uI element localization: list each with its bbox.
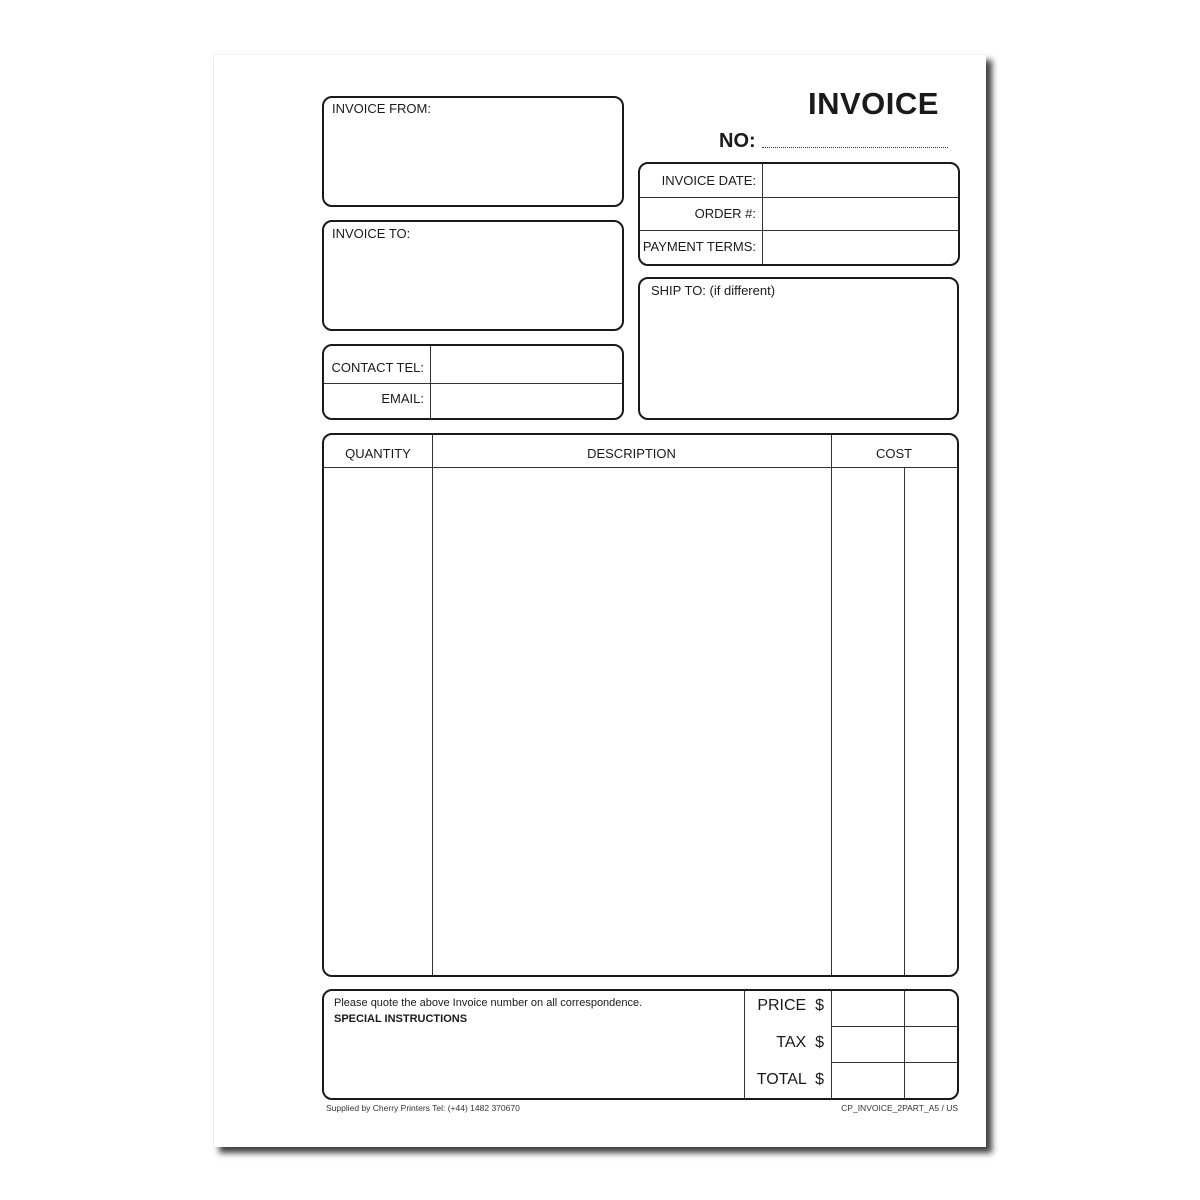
totals-row-divider-1: [831, 1026, 957, 1027]
column-header-quantity: QUANTITY: [345, 446, 411, 461]
invoice-from-label: INVOICE FROM:: [332, 101, 431, 116]
ship-to-box[interactable]: [638, 277, 959, 420]
quantity-column-field[interactable]: [324, 469, 432, 975]
invoice-number-notice: Please quote the above Invoice number on all correspondence.: [334, 997, 643, 1009]
invoice-details-box: [638, 162, 960, 266]
email-field[interactable]: [432, 385, 622, 418]
details-row-divider-2: [640, 230, 958, 231]
payment-terms-field[interactable]: [764, 232, 958, 264]
payment-terms-label: PAYMENT TERMS:: [642, 239, 756, 254]
table-header-divider: [324, 467, 957, 468]
contact-tel-field[interactable]: [432, 346, 622, 383]
cost-column-field[interactable]: [833, 469, 957, 975]
quantity-column-divider: [432, 435, 433, 975]
price-label: PRICE $: [757, 997, 824, 1014]
description-column-field[interactable]: [434, 469, 831, 975]
tax-field[interactable]: [833, 1028, 957, 1062]
invoice-to-label: INVOICE TO:: [332, 226, 411, 241]
totals-box: [322, 989, 959, 1100]
description-column-divider: [831, 435, 832, 975]
invoice-to-box[interactable]: [322, 220, 624, 331]
invoice-number-label: NO:: [719, 130, 756, 152]
invoice-title: INVOICE: [808, 86, 939, 121]
column-header-cost: COST: [875, 446, 913, 461]
supplier-credit: Supplied by Cherry Printers Tel: (+44) 1482 370670: [326, 1103, 520, 1113]
notes-divider: [744, 991, 745, 1098]
column-header-description: DESCRIPTION: [587, 446, 676, 461]
details-divider: [762, 164, 763, 264]
totals-row-divider-2: [831, 1062, 957, 1063]
total-field[interactable]: [833, 1064, 957, 1098]
email-label: EMAIL:: [381, 391, 424, 406]
invoice-number-field[interactable]: [719, 130, 756, 154]
invoice-date-label: INVOICE DATE:: [661, 173, 756, 188]
form-code: CP_INVOICE_2PART_A5 / US: [841, 1103, 958, 1113]
invoice-date-field[interactable]: [764, 164, 958, 197]
order-number-label: ORDER #:: [694, 206, 756, 221]
price-field[interactable]: [833, 991, 957, 1026]
totals-label-divider: [831, 991, 832, 1098]
contact-box: [322, 344, 624, 420]
contact-tel-label: CONTACT TEL:: [331, 360, 424, 375]
order-number-field[interactable]: [764, 199, 958, 230]
total-label: TOTAL $: [756, 1071, 824, 1088]
special-instructions-label: SPECIAL INSTRUCTIONS: [334, 1013, 468, 1025]
invoice-number-dotted-line: [762, 147, 948, 148]
tax-label: TAX $: [776, 1034, 824, 1051]
contact-divider: [430, 346, 431, 418]
special-instructions-field[interactable]: [324, 1029, 744, 1098]
invoice-from-box[interactable]: [322, 96, 624, 207]
details-row-divider-1: [640, 197, 958, 198]
ship-to-label: SHIP TO: (if different): [651, 283, 776, 298]
items-table: [322, 433, 959, 977]
contact-row-divider: [324, 383, 622, 384]
